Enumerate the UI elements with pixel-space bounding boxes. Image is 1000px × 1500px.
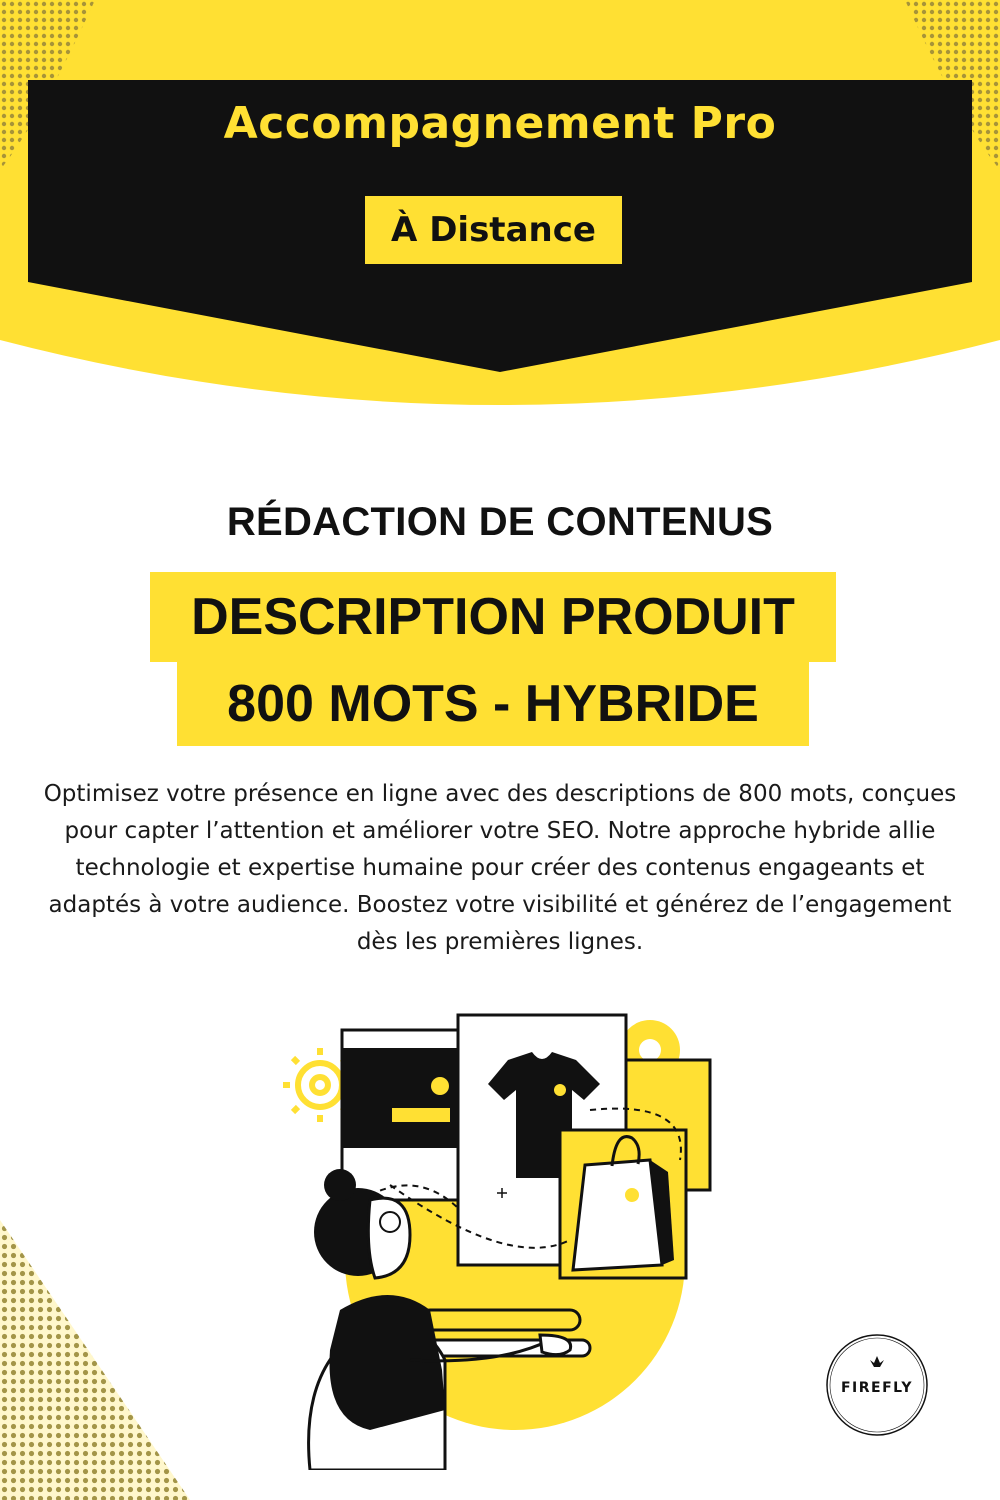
product-title-line-2: 800 MOTS - HYBRIDE <box>177 662 809 746</box>
banner-title: Accompagnement Pro <box>223 98 777 149</box>
banner-badge: À Distance <box>365 196 622 264</box>
ecommerce-illustration <box>270 1010 730 1470</box>
logo-name: FIREFLY <box>840 1380 914 1396</box>
image-card-icon <box>342 1030 472 1200</box>
product-description: Optimisez votre présence en ligne avec des descriptions de 800 mots, conçues pour capter l’attention et améliorer votre SEO. Notre approche hybride allie technologie et expertise humaine pour créer des contenus engageants et adaptés à votre audience. Boostez votre visibilité et générez de l’engagement dès les premières lignes. <box>43 781 957 955</box>
shopping-bag-icon <box>560 1130 686 1278</box>
product-title-line-1: DESCRIPTION PRODUIT <box>150 572 836 662</box>
section-heading: RÉDACTION DE CONTENUS <box>226 500 774 544</box>
firefly-icon <box>870 1356 884 1367</box>
